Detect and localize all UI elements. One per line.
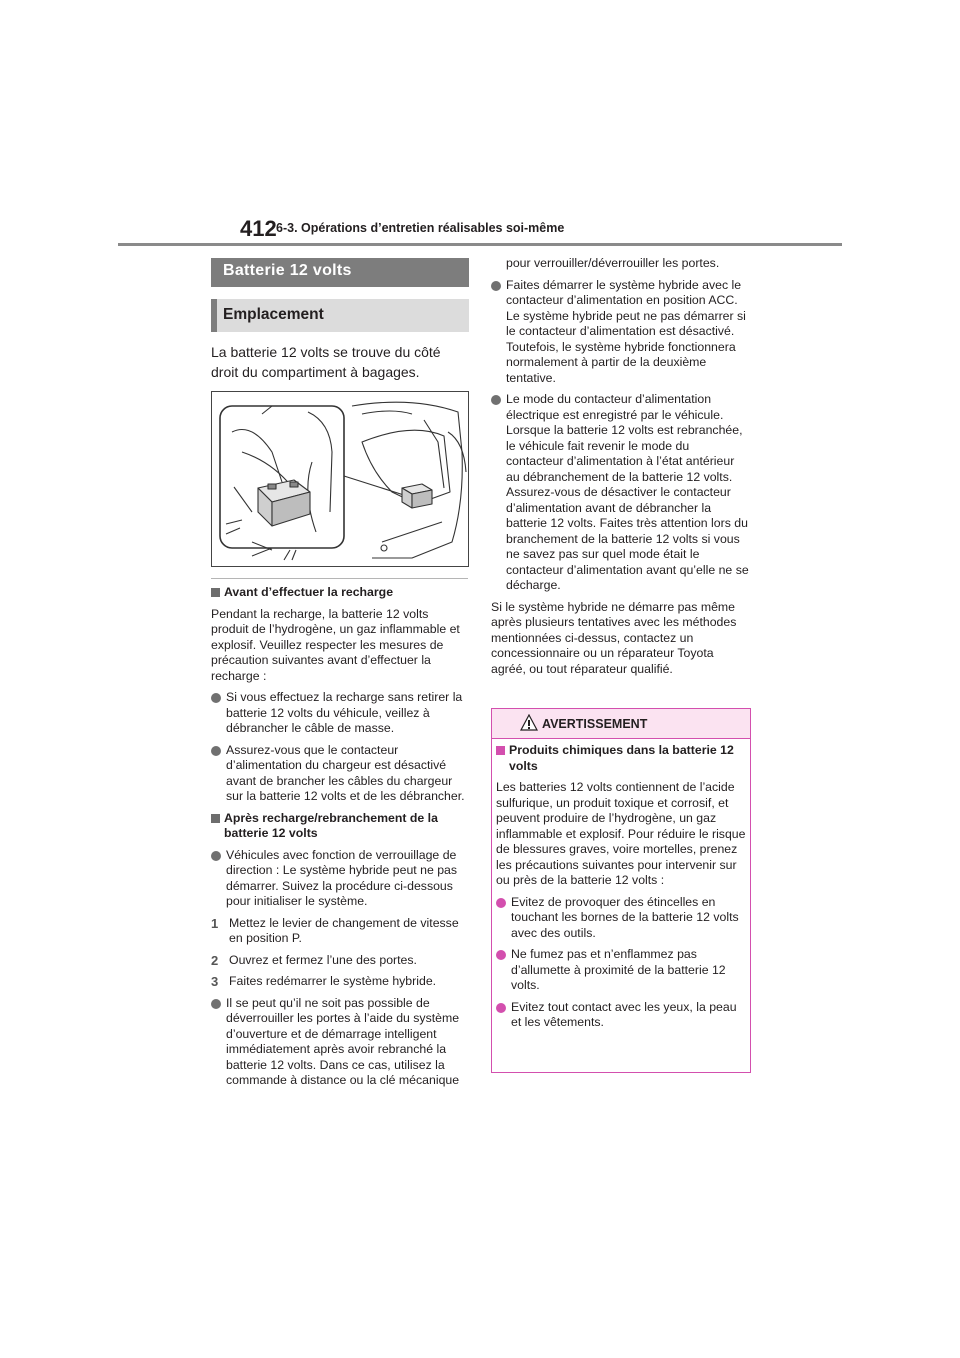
- battery-location-illustration: [211, 391, 469, 567]
- round-bullet-icon: [496, 898, 506, 908]
- procedure-step: [211, 953, 469, 969]
- figure-divider: [211, 578, 468, 579]
- list-item-text: Véhicules avec fonction de verrouillage de direction : Le système hybride peut ne pas démarrer. Suivez la procédure ci-dessous pour initialiser le système.: [226, 847, 458, 908]
- after-recharge-heading-text: Après recharge/rebranchement de la batterie 12 volts: [224, 810, 438, 840]
- list-item-text: Il se peut qu’il ne soit pas possible de déverrouiller les portes à l’aide du système d’ouverture et de démarrage intelligent immédiatement après avoir rebranché la batterie 12 volts. Dans ce cas, utilisez la commande à distance ou la clé mécanique: [226, 995, 460, 1087]
- continued-text: pour verrouiller/déverrouiller les portes.: [506, 256, 720, 270]
- list-item-text: Si vous effectuez la recharge sans retirer la batterie 12 volts du véhicule, veillez à débrancher le câble de masse.: [226, 690, 463, 735]
- warning-body: [496, 743, 746, 1037]
- closing-text: Si le système hybride ne démarre pas même après plusieurs tentatives avec les méthodes mentionnées ci-dessus, contactez un concessionnaire ou un réparateur Toyota agréé, ou tout réparateur qualifié.: [491, 599, 737, 676]
- section-title: Batterie 12 volts: [223, 262, 352, 279]
- step-number: 3: [211, 974, 219, 989]
- round-bullet-icon: [491, 281, 501, 291]
- right-column: [491, 256, 749, 683]
- intro-text: La batterie 12 volts se trouve du côté droit du compartiment à bagages.: [211, 344, 441, 380]
- round-bullet-icon: [491, 395, 501, 405]
- list-item-text: Evitez tout contact avec les yeux, la peau et les vêtements.: [511, 999, 737, 1029]
- after-recharge-heading: [211, 811, 469, 842]
- warning-heading-text: Produits chimiques dans la batterie 12 volts: [509, 743, 734, 773]
- warning-triangle-icon: [520, 714, 538, 731]
- warning-title: AVERTISSEMENT: [542, 717, 648, 731]
- round-bullet-icon: [211, 851, 221, 861]
- chapter-title: 6-3. Opérations d’entretien réalisables soi-même: [276, 221, 565, 235]
- header-divider: [118, 243, 842, 246]
- list-item: [211, 996, 469, 1089]
- procedure-step: [211, 916, 469, 947]
- list-item: [496, 1000, 746, 1031]
- round-bullet-icon: [211, 693, 221, 703]
- subsection-title-bar: [211, 299, 469, 332]
- warning-heading: [496, 743, 746, 774]
- left-column: [211, 585, 469, 1095]
- step-text: Mettez le levier de changement de vitesse en position P.: [229, 915, 459, 945]
- list-item: [491, 392, 749, 594]
- section-title-bar: [211, 258, 469, 287]
- round-bullet-icon: [496, 1003, 506, 1013]
- square-bullet-icon: [211, 814, 220, 823]
- subsection-title: Emplacement: [223, 306, 324, 323]
- warning-box: [491, 708, 751, 1073]
- round-bullet-icon: [211, 999, 221, 1009]
- list-item: [496, 947, 746, 994]
- step-text: Faites redémarrer le système hybride.: [229, 974, 437, 988]
- before-charging-heading-text: Avant d’effectuer la recharge: [224, 585, 394, 599]
- warning-text: Les batteries 12 volts contiennent de l’acide sulfurique, un produit toxique et corrosif, et peuvent produire de l’hydrogène, un gaz inflammable et explosif. Pour réduire le risque de blessures graves, voire mortelles, prenez les précautions suivantes pour intervenir sur ou près de la batterie 12 volts :: [496, 780, 746, 887]
- step-number: 2: [211, 952, 219, 968]
- luggage-compartment-drawing: [212, 392, 468, 566]
- round-bullet-icon: [211, 746, 221, 756]
- step-text: Ouvrez et fermez l’une des portes.: [229, 952, 417, 967]
- warning-header: [492, 709, 750, 739]
- list-item: [491, 278, 749, 387]
- procedure-step: [211, 974, 469, 990]
- list-item-text: Ne fumez pas et n’enflammez pas d’allumette à proximité de la batterie 12 volts.: [511, 947, 726, 992]
- list-item: [211, 743, 469, 805]
- page-number: 412: [240, 216, 277, 241]
- square-bullet-icon: [496, 746, 505, 755]
- list-item-text: Faites démarrer le système hybride avec le contacteur d’alimentation en position ACC. Le système hybride peut ne pas démarrer si le contacteur d’alimentation est désactivé. Toutefois, le système hybride fonctionnera normalement à partir de la deuxième tentative.: [506, 277, 746, 385]
- subsection-marker: [211, 299, 217, 332]
- round-bullet-icon: [496, 950, 506, 960]
- list-item-text: Assurez-vous que le contacteur d’alimentation du chargeur est désactivé avant de brancher les câbles du chargeur sur la batterie 12 volts et de les débrancher.: [226, 742, 465, 803]
- list-item: [211, 690, 469, 737]
- list-item: [211, 848, 469, 910]
- before-charging-heading: [211, 585, 469, 601]
- square-bullet-icon: [211, 588, 220, 597]
- list-item: [496, 895, 746, 942]
- list-item-text: Le mode du contacteur d’alimentation électrique est enregistré par le véhicule. Lorsque la batterie 12 volts est rebranchée, le véhicule fait revenir le mode du contacteur d’alimentation à l’état antérieur au débranchement de la batterie 12 volts. Assurez-vous de désactiver le contacteur d’alimentation avant de débrancher la batterie 12 volts. Faites très attention lors du branchement de la batterie 12 volts si vous ne savez pas sur quel mode était le contacteur d’alimentation avant qu’elle ne se décharge.: [506, 392, 749, 592]
- before-charging-text: Pendant la recharge, la batterie 12 volts produit de l’hydrogène, un gaz inflammable et explosif. Veuillez respecter les mesures de précaution suivantes avant d’effectuer la recharge :: [211, 606, 460, 683]
- list-item-text: Evitez de provoquer des étincelles en touchant les bornes de la batterie 12 volts avec des outils.: [511, 894, 739, 940]
- step-number: 1: [211, 915, 219, 931]
